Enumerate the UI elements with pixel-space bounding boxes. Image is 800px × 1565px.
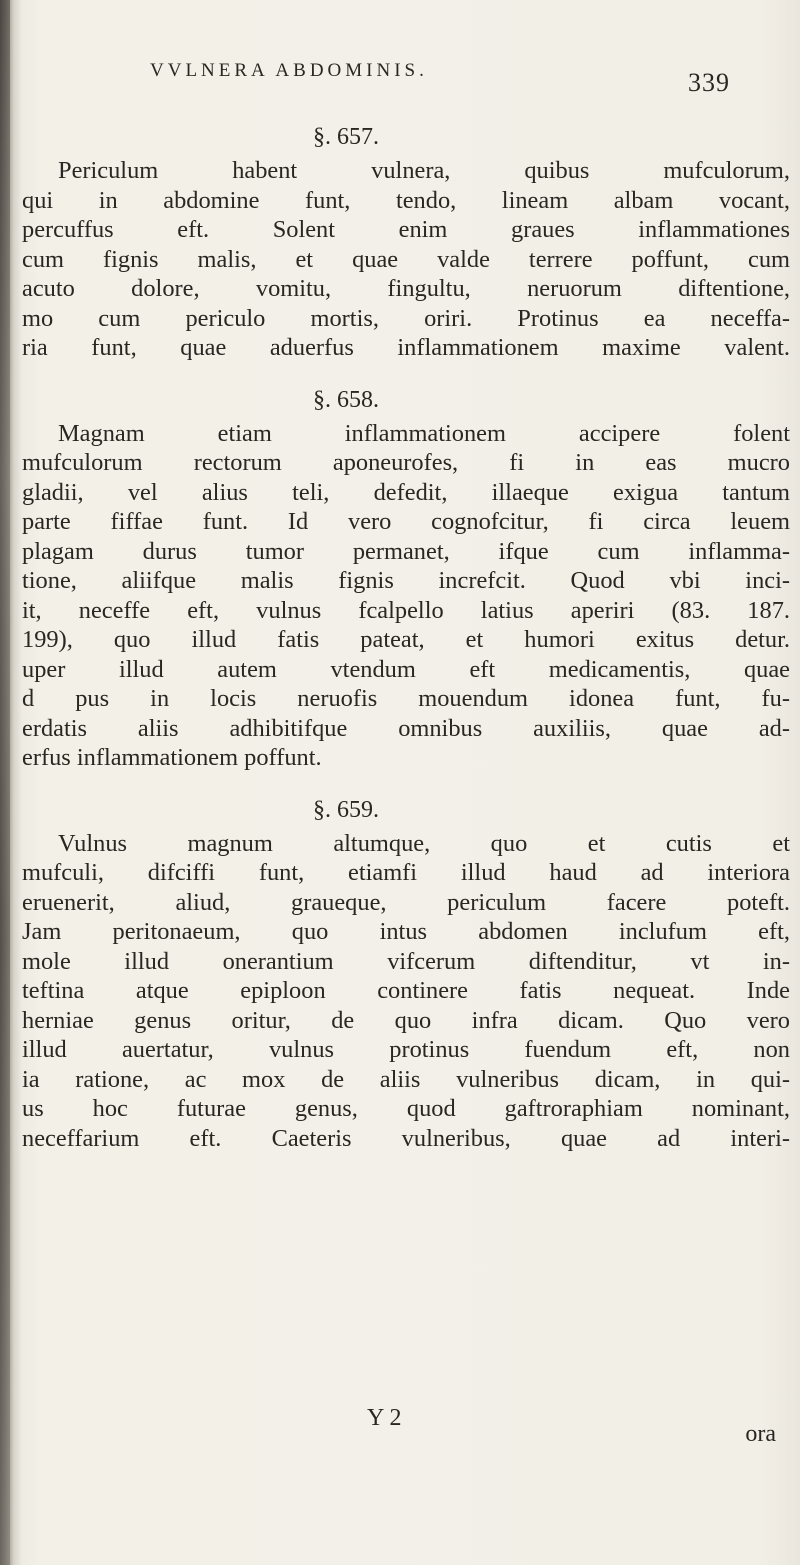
text-line: tione, aliifque malis fignis increfcit. Quod vbi inci-	[22, 567, 790, 594]
text-line: qui in abdomine funt, tendo, lineam albam vocant,	[22, 186, 790, 214]
paragraph-658	[22, 419, 790, 773]
text-line: Jam peritonaeum, quo intus abdomen inclufum eft,	[22, 918, 790, 945]
text-line: herniae genus oritur, de quo infra dicam. Quo vero	[22, 1006, 790, 1034]
text-line: mo cum periculo mortis, oriri. Protinus ea neceffa-	[22, 304, 790, 332]
running-title: VVLNERA ABDOMINIS.	[150, 60, 428, 81]
body-text	[22, 118, 790, 1153]
text-line: teftina atque epiploon continere fatis nequeat. Inde	[22, 977, 790, 1004]
paragraph-659	[22, 829, 790, 1154]
text-line: erfus inflammationem poffunt.	[22, 744, 322, 771]
text-line: Periculum habent vulnera, quibus mufculorum,	[58, 157, 790, 184]
text-line: percuffus eft. Solent enim graues inflammationes	[22, 216, 790, 243]
text-line: ia ratione, ac mox de aliis vulneribus dicam, in qui-	[22, 1065, 790, 1093]
page-number: 339	[688, 68, 730, 97]
paragraph-657	[22, 156, 790, 363]
text-line: mufculorum rectorum aponeurofes, fi in eas mucro	[22, 449, 790, 476]
text-line: mufculi, difciffi funt, etiamfi illud haud ad interiora	[22, 859, 790, 886]
text-line: cum fignis malis, et quae valde terrere poffunt, cum	[22, 245, 790, 273]
section-mark-658: §. 658.	[313, 386, 379, 413]
text-line: gladii, vel alius teli, defedit, illaeque exigua tantum	[22, 478, 790, 506]
page-header	[150, 60, 730, 100]
text-line: parte fiffae funt. Id vero cognofcitur, fi circa leuem	[22, 508, 790, 535]
page-footer	[22, 1405, 790, 1465]
text-line: plagam durus tumor permanet, ifque cum inflamma-	[22, 537, 790, 565]
text-line: illud auertatur, vulnus protinus fuendum eft, non	[22, 1036, 790, 1063]
binding-gutter	[0, 0, 10, 1565]
text-line: neceffarium eft. Caeteris vulneribus, quae ad interi-	[22, 1124, 790, 1152]
text-line: mole illud onerantium vifcerum diftenditur, vt in-	[22, 947, 790, 975]
text-line: Vulnus magnum altumque, quo et cutis et	[58, 829, 790, 857]
text-line: erdatis aliis adhibitifque omnibus auxiliis, quae ad-	[22, 714, 790, 742]
text-line: us hoc futurae genus, quod gaftroraphiam nominant,	[22, 1095, 790, 1122]
text-line: eruenerit, aliud, graueque, periculum facere poteft.	[22, 888, 790, 916]
section-mark-657: §. 657.	[313, 124, 379, 150]
section-mark-659: §. 659.	[313, 796, 379, 823]
signature-mark: Y 2	[367, 1405, 402, 1431]
text-line: it, neceffe eft, vulnus fcalpello latius aperiri (83. 187.	[22, 596, 790, 624]
text-line: 199), quo illud fatis pateat, et humori exitus detur.	[22, 626, 790, 653]
catchword: ora	[745, 1421, 776, 1447]
text-line: acuto dolore, vomitu, fingultu, neruorum diftentione,	[22, 275, 790, 302]
text-line: uper illud autem vtendum eft medicamentis, quae	[22, 655, 790, 683]
text-line: d pus in locis neruofis mouendum idonea funt, fu-	[22, 685, 790, 712]
text-line: Magnam etiam inflammationem accipere folent	[58, 419, 790, 447]
text-line: ria funt, quae aduerfus inflammationem maxime valent.	[22, 334, 790, 361]
